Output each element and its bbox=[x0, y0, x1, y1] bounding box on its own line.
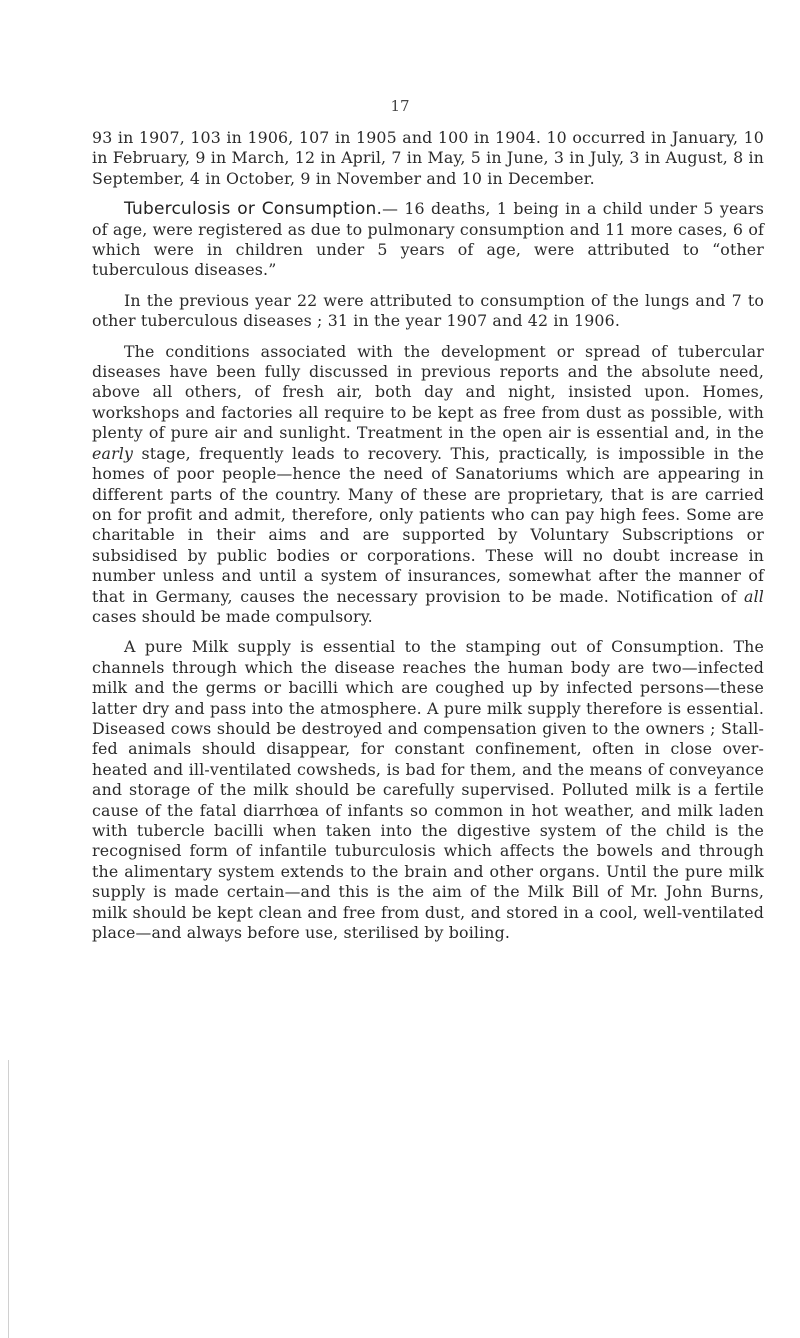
conditions-text-middle: stage, frequently leads to recovery. This, practically, is impossible in the homes of poor people—hence the need of Sanatoriums which are appearing in different parts of the country. Many of these are proprietary, that is are carried on for profit and admit, therefore, only patients who can pay high fees. Some are charitable in their aims and are supported by Voluntary Subscriptions or subsidised by public bodies or corporations. These will no doubt increase in number unless and until a system of insurances, somewhat after the manner of that in Germany, causes the necessary provision to be made. Notification of bbox=[92, 443, 764, 606]
paragraph-milk-supply: A pure Milk supply is essential to the stamping out of Consumption. The channels through which the disease reaches the human body are two—infected milk and the germs or bacilli which are coughed up by infected persons—these latter dry and pass into the atmosphere. A pure milk supply therefore is essential. Diseased cows should be destroyed and compensation given to the owners ; Stall-fed animals should disappear, for constant confinement, often in close over-heated and ill-ventilated cowsheds, is bad for them, and the means of conveyance and storage of the milk should be carefully supervised. Polluted milk is a fertile cause of the fatal diarrhœa of infants so common in hot weather, and milk laden with tubercle bacilli when taken into the digestive system of the child is the recognised form of infantile tuburculosis which affects the bowels and through the alimentary system extends to the brain and other organs. Until the pure milk supply is made certain—and this is the aim of the Milk Bill of Mr. John Burns, milk should be kept clean and free from dust, and stored in a cool, well-ventilated place—and always before use, sterilised by boiling. bbox=[92, 637, 764, 943]
tuberculosis-deaths-text: — 16 deaths, 1 being in a child under 5 years of age, were registered as due to pulmonary consumption and 11 more cases, 6 of which were in children under 5 years of age, were attributed to “other tuberculous diseases.” bbox=[92, 199, 764, 280]
section-heading-tuberculosis: Tuberculosis or Consumption. bbox=[124, 199, 383, 220]
conditions-text-start: The conditions associated with the development or spread of tubercular diseases have been fully discussed in previous reports and the absolute need, above all others, of fresh air, both day and night, insisted upon. Homes, workshops and factories all require to be kept as free from dust as possible, with plenty of pure air and sunlight. Treatment in the open air is essential and, in the bbox=[92, 341, 764, 443]
conditions-text-end: cases should be made compulsory. bbox=[92, 606, 373, 626]
body-text bbox=[92, 128, 764, 943]
paragraph-tuberculosis bbox=[92, 199, 764, 281]
paragraph-death-statistics: 93 in 1907, 103 in 1906, 107 in 1905 and 100 in 1904. 10 occurred in January, 10 in February, 9 in March, 12 in April, 7 in May, 5 in June, 3 in July, 3 in August, 8 in September, 4 in October, 9 in November and 10 in December. bbox=[92, 128, 764, 188]
page-edge-line bbox=[8, 1060, 9, 1338]
emphasis-all: all bbox=[744, 586, 764, 606]
paragraph-previous-year: In the previous year 22 were attributed to consumption of the lungs and 7 to other tuberculous diseases ; 31 in the year 1907 and 42 in 1906. bbox=[92, 290, 764, 331]
page-number: 17 bbox=[390, 97, 410, 115]
emphasis-early: early bbox=[92, 443, 134, 463]
paragraph-conditions bbox=[92, 342, 764, 628]
